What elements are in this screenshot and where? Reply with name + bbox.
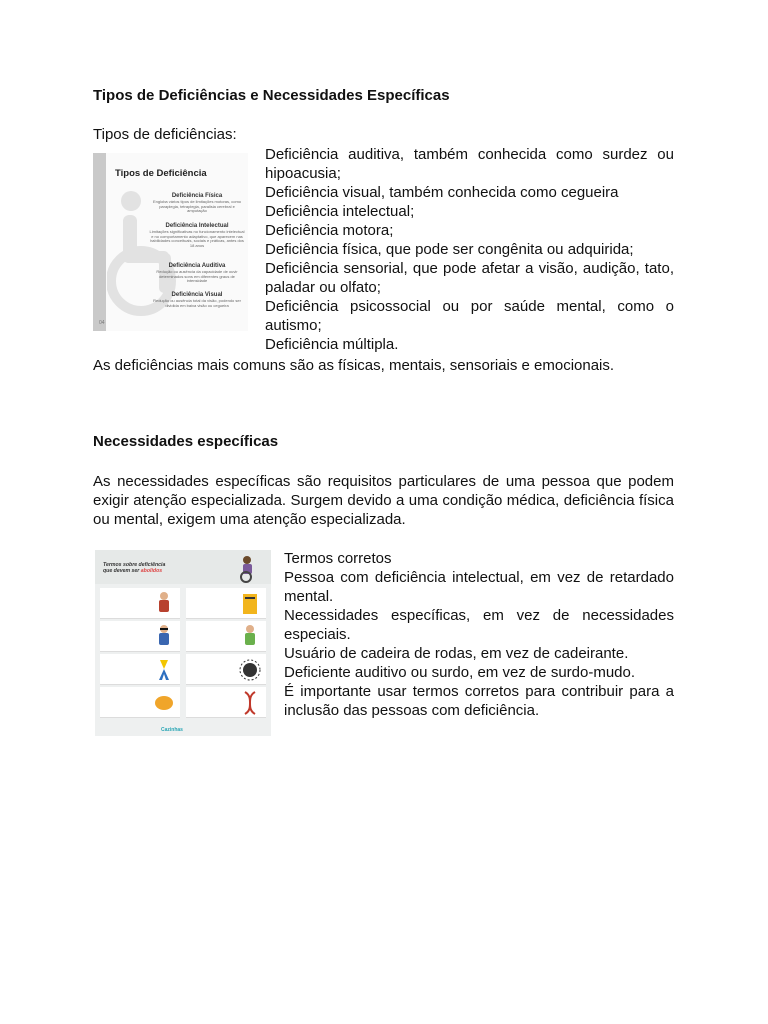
block-text: Redução ou ausência da capacidade de ouvir determinados sons em diferentes graus de intensidade	[156, 269, 238, 284]
blind-person-icon	[152, 624, 176, 650]
person-icon	[238, 624, 262, 650]
block-heading: Deficiência Intelectual	[165, 223, 229, 229]
virus-icon	[238, 657, 262, 683]
term-item: Necessidades específicas, em vez de necessidades especiais.	[284, 607, 674, 643]
grid-cell	[100, 687, 180, 718]
list-item: Deficiência visual, também conhecida como cegueira	[265, 184, 619, 201]
block-visual	[149, 292, 245, 308]
necessidades-paragraph: As necessidades específicas são requisitos particulares de uma pessoa que podem exigir atenção especializada. Surgem devido a uma condição médica, deficiência física ou mental, exigem uma atenção especializada.	[93, 473, 674, 528]
block-auditiva	[149, 263, 245, 284]
dna-icon	[238, 690, 262, 716]
terms-heading: Termos corretos	[284, 550, 392, 567]
list-item: Deficiência sensorial, que pode afetar a visão, audição, tato, paladar ou olfato;	[265, 260, 674, 296]
term-item: É importante usar termos corretos para contribuir para a inclusão das pessoas com deficiência.	[284, 683, 674, 719]
block-heading: Deficiência Visual	[171, 292, 223, 298]
list-item: Deficiência física, que pode ser congênita ou adquirida;	[265, 241, 634, 258]
book-icon	[238, 591, 262, 617]
block-intelectual	[149, 223, 245, 248]
page-number: 04	[99, 320, 105, 326]
section-title-tipos: Tipos de Deficiências e Necessidades Específicas	[93, 87, 450, 104]
grid-cell	[186, 588, 266, 619]
infographic-title	[103, 562, 165, 574]
elderly-person-icon	[152, 591, 176, 617]
block-text: Redução ou ausência total da visão, podendo ser dividida em baixa visão ou cegueira	[153, 298, 241, 308]
wheelchair-user-icon	[233, 555, 263, 583]
list-item: Deficiência psicossocial ou por saúde mental, como o autismo;	[265, 298, 674, 334]
terms-infographic-image	[95, 550, 271, 736]
grid-cell	[186, 654, 266, 685]
grid-cell	[100, 588, 180, 619]
title-line1: Termos sobre deficiência	[103, 562, 166, 568]
block-heading: Deficiência Auditiva	[168, 263, 226, 269]
list-item: Deficiência motora;	[265, 222, 394, 239]
list-item: Deficiência auditiva, também conhecida como surdez ou hipoacusia;	[265, 146, 674, 182]
deficiency-types-image	[93, 153, 248, 331]
term-item: Usuário de cadeira de rodas, em vez de cadeirante.	[284, 645, 629, 662]
title-line2: que devem ser	[103, 568, 140, 574]
block-heading: Deficiência Física	[171, 193, 223, 199]
block-text: Engloba vários tipos de limitações motoras, como paraplegia, tetraplegia, paralisia cerebral e amputação	[152, 199, 242, 214]
list-item: Deficiência múltipla.	[265, 336, 399, 353]
image1-title: Tipos de Deficiência	[115, 168, 207, 179]
block-fisica	[149, 193, 245, 214]
grid-cell	[100, 654, 180, 685]
deficiency-list	[265, 145, 674, 354]
brand-logo: Cazinhas	[161, 727, 183, 733]
list-item: Deficiência intelectual;	[265, 203, 415, 220]
block-text: Limitações significativas no funcionamento intelectual e no comportamento adaptativo, que aparecem nas habilidades conceituais, sociais e práticas, antes dos 18 anos	[149, 229, 245, 248]
terms-list	[284, 549, 674, 720]
title-highlight: abolidos	[140, 568, 163, 574]
grid-cell	[100, 621, 180, 652]
intro-text: Tipos de deficiências:	[93, 126, 237, 143]
closing-text: As deficiências mais comuns são as físicas, mentais, sensoriais e emocionais.	[93, 357, 615, 374]
term-item: Deficiente auditivo ou surdo, em vez de surdo-mudo.	[284, 664, 636, 681]
brain-icon	[152, 690, 176, 716]
section-title-necessidades: Necessidades específicas	[93, 433, 279, 450]
side-band	[93, 153, 106, 331]
awareness-ribbon-icon	[152, 657, 176, 683]
grid-cell	[186, 687, 266, 718]
term-item: Pessoa com deficiência intelectual, em vez de retardado mental.	[284, 569, 674, 605]
grid-cell	[186, 621, 266, 652]
